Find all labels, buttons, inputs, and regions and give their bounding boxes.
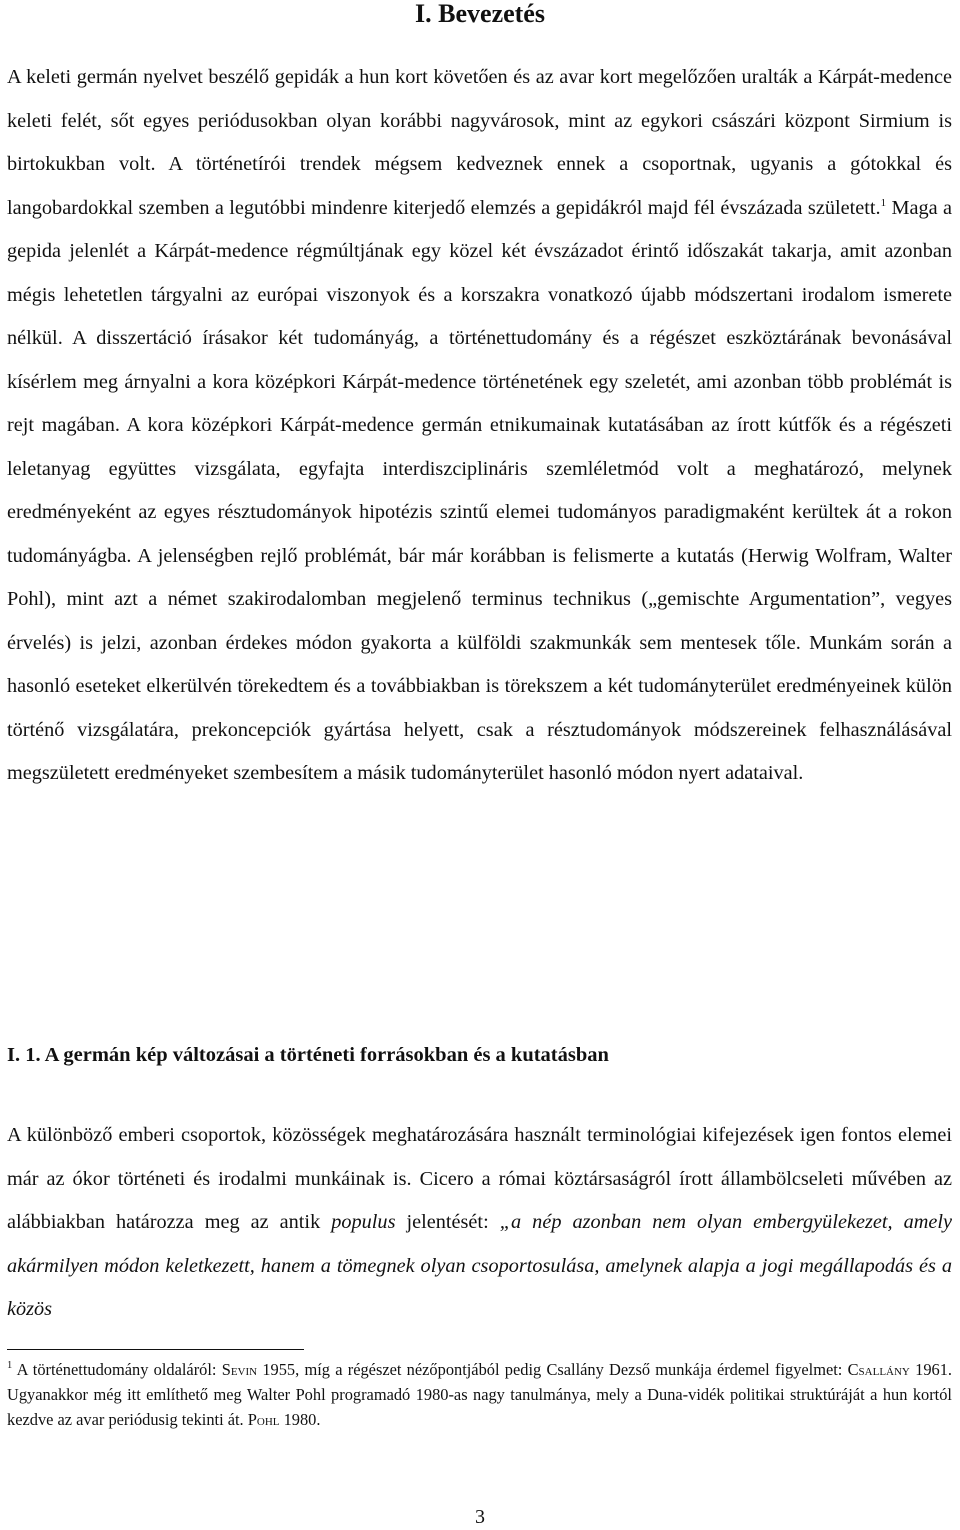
footnote-reference[interactable]: 1: [880, 196, 887, 209]
section-heading: I. 1. A germán kép változásai a történeti forrásokban és a kutatásban: [7, 1044, 609, 1066]
chapter-heading: I. Bevezetés: [415, 0, 545, 28]
intro-text-part2: Maga a gepida jelenlét a Kárpát-medence régmúltjának egy közel két évszázadot érintő időszakát takarja, amit azonban mégis lehetetlen tárgyalni az európai viszonyok és a korszakra vonatkozó újabb módszertani irodalom ismerete nélkül. A disszertáció írásakor két tudományág, a történettudomány és a régészet eszköztárának bevonásával kísérlem meg árnyalni a kora középkori Kárpát-medence történetének egy szeletét, ami azonban több problémát is rejt magában. A kora középkori Kárpát-medence germán etnikumainak kutatásában az írott kútfők és a régészeti leletanyag együttes vizsgálata, egyfajta interdiszciplináris szemléletmód volt a meghatározó, melynek eredményeként az egyes résztudományok hipotézis szintű elemei tudományos paradigmaként kerültek át a rokon tudományágba. A jelenségben rejlő problémát, bár már korábban is felismerte a kutatás (Herwig Wolfram, Walter Pohl), mint azt a német szakirodalomban megjelenő terminus technikus („gemischte Argumentation”, vegyes érvelés) is jelzi, azonban érdekes módon gyakorta a külföldi szakmunkák sem mentesek tőle. Munkám során a hasonló eseteket elkerülvén törekedtem és a továbbiakban is törekszem a két tudományterület eredményeinek külön történő vizsgálatára, prekoncepciók gyártása helyett, csak a résztudományok módszereinek felhasználásával megszületett eredményeket szembesítem a másik tudományterület hasonló módon nyert adataival.: [7, 196, 952, 784]
footnote: [7, 1357, 952, 1432]
page-number: 3: [475, 1506, 485, 1528]
citation-pohl: Pohl: [247, 1410, 280, 1429]
intro-text-part1: A keleti germán nyelvet beszélő gepidák a hun kort követően és az avar kort megelőzően uralták a Kárpát-medence keleti felét, sőt egyes periódusokban olyan korábbi nagyvárosok, mint az egykori császári központ Sirmium is birtokukban volt. A történetírói trendek mégsem kedveznek ennek a csoportnak, ugyanis a gótokkal és langobardokkal szemben a legutóbbi mindenre kiterjedő elemzés a gepidákról majd fél évszázada született.: [7, 66, 952, 219]
intro-paragraph: [7, 56, 952, 796]
footnote-text-b: 1955, míg a régészet nézőpontjából pedig Csallány Dezső munkája érdemel figyelmet:: [257, 1360, 848, 1379]
footnote-text-a: A történettudomány oldaláról:: [12, 1360, 222, 1379]
footnote-separator: [7, 1349, 304, 1350]
section-text-part2: jelentését:: [395, 1211, 500, 1233]
section-paragraph: [7, 1114, 952, 1332]
footnote-number: 1: [7, 1360, 13, 1371]
cicero-quote: „a nép azonban nem olyan embergyülekezet, amely akármilyen módon keletkezett, hanem a tömegnek olyan csoportosulása, amelynek alapja a jogi megállapodás és a közös: [7, 1211, 953, 1320]
section-text-part1: A különböző emberi csoportok, közösségek meghatározására használt terminológiai kifejezések igen fontos elemei már az ókor történeti és irodalmi munkáinak is. Cicero a római köztársaságról írott állambölcseleti művében az alábbiakban határozza meg az antik: [7, 1124, 952, 1233]
footnote-text-d: 1980.: [279, 1410, 321, 1429]
footnote-text-c: 1961. Ugyanakkor még itt említhető meg Walter Pohl programadó 1980-as nagy tanulmánya, mely a Duna-vidék politikai struktúráját a hun kortól kezdve az avar periódusig tekinti át.: [7, 1360, 953, 1429]
citation-csallany: Csallány: [847, 1360, 910, 1379]
populus-term: populus: [331, 1211, 396, 1233]
citation-sevin: Sevin: [221, 1360, 258, 1379]
